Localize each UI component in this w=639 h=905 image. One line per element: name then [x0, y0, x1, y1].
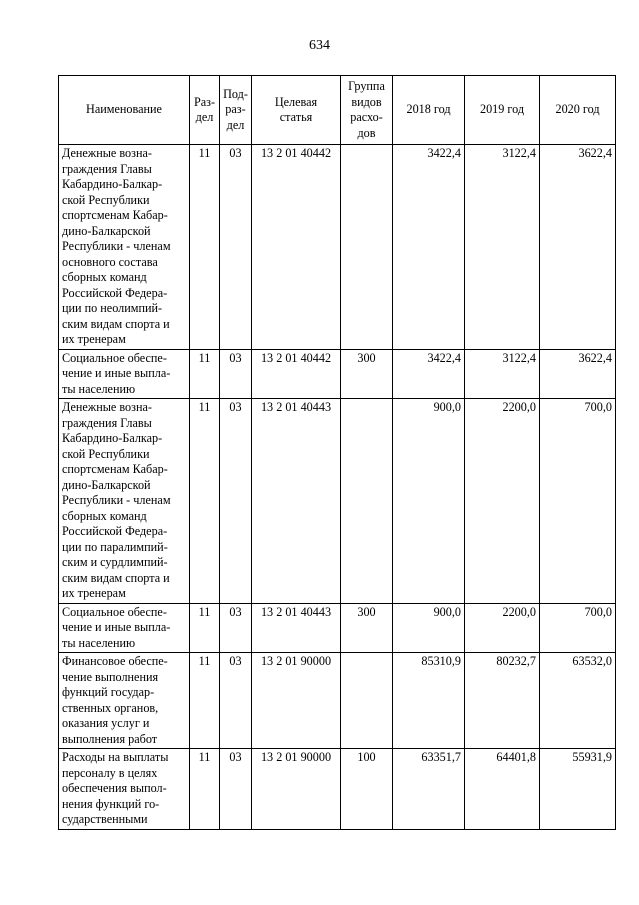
row-group [341, 399, 393, 604]
header-2018: 2018 год [393, 76, 465, 145]
row-name: Денежные возна- граждения Главы Кабардино-Балкар- ской Республики спортсменам Кабар- дино-Балкарской Республики - членам основного состава сборных команд Российской Федера- ции по неолимпий- ским видам спорта и их тренерам [59, 145, 190, 350]
row-subsection: 03 [220, 603, 252, 653]
row-group [341, 145, 393, 350]
row-2019: 3122,4 [465, 145, 540, 350]
row-2020: 3622,4 [540, 145, 616, 350]
row-subsection: 03 [220, 749, 252, 830]
row-2020: 700,0 [540, 399, 616, 604]
row-2020: 63532,0 [540, 653, 616, 749]
header-expense-group: Группа видов расхо- дов [341, 76, 393, 145]
header-name: Наименование [59, 76, 190, 145]
row-section: 11 [190, 145, 220, 350]
row-target: 13 2 01 40443 [252, 603, 341, 653]
header-2019: 2019 год [465, 76, 540, 145]
row-group [341, 653, 393, 749]
header-section: Раз- дел [190, 76, 220, 145]
table-row [59, 349, 616, 399]
row-2018: 900,0 [393, 603, 465, 653]
row-subsection: 03 [220, 653, 252, 749]
row-2019: 3122,4 [465, 349, 540, 399]
table-row [59, 399, 616, 604]
row-name: Социальное обеспе- чение и иные выпла- ты населению [59, 603, 190, 653]
row-target: 13 2 01 40442 [252, 145, 341, 350]
header-target: Целевая статья [252, 76, 341, 145]
row-target: 13 2 01 90000 [252, 749, 341, 830]
row-2019: 80232,7 [465, 653, 540, 749]
row-2018: 3422,4 [393, 145, 465, 350]
header-2020: 2020 год [540, 76, 616, 145]
row-section: 11 [190, 603, 220, 653]
table-row [59, 749, 616, 830]
row-name: Финансовое обеспе- чение выполнения функций государ- ственных органов, оказания услуг и выполнения работ [59, 653, 190, 749]
table-row [59, 653, 616, 749]
row-2018: 63351,7 [393, 749, 465, 830]
row-target: 13 2 01 90000 [252, 653, 341, 749]
page-number: 634 [309, 38, 330, 53]
table-row [59, 603, 616, 653]
row-2018: 3422,4 [393, 349, 465, 399]
row-2020: 700,0 [540, 603, 616, 653]
row-2018: 85310,9 [393, 653, 465, 749]
row-2019: 2200,0 [465, 399, 540, 604]
budget-table [58, 75, 616, 830]
row-2018: 900,0 [393, 399, 465, 604]
row-target: 13 2 01 40443 [252, 399, 341, 604]
row-name: Расходы на выплаты персоналу в целях обеспечения выпол- нения функций го- сударственными [59, 749, 190, 830]
row-target: 13 2 01 40442 [252, 349, 341, 399]
row-name: Социальное обеспе- чение и иные выпла- ты населению [59, 349, 190, 399]
row-name: Денежные возна- граждения Главы Кабардино-Балкар- ской Республики спортсменам Кабар- дино-Балкарской Республики - членам сборных команд Российской Федера- ции по паралимпий- ским и сурдлимпий- ским видам спорта и их тренерам [59, 399, 190, 604]
row-section: 11 [190, 399, 220, 604]
row-section: 11 [190, 653, 220, 749]
row-subsection: 03 [220, 145, 252, 350]
row-2019: 2200,0 [465, 603, 540, 653]
row-group: 300 [341, 603, 393, 653]
header-row [59, 76, 616, 145]
row-section: 11 [190, 349, 220, 399]
row-group: 100 [341, 749, 393, 830]
row-section: 11 [190, 749, 220, 830]
row-2020: 55931,9 [540, 749, 616, 830]
row-subsection: 03 [220, 399, 252, 604]
row-2020: 3622,4 [540, 349, 616, 399]
row-subsection: 03 [220, 349, 252, 399]
row-group: 300 [341, 349, 393, 399]
header-subsection: Под- раз- дел [220, 76, 252, 145]
row-2019: 64401,8 [465, 749, 540, 830]
table-row [59, 145, 616, 350]
